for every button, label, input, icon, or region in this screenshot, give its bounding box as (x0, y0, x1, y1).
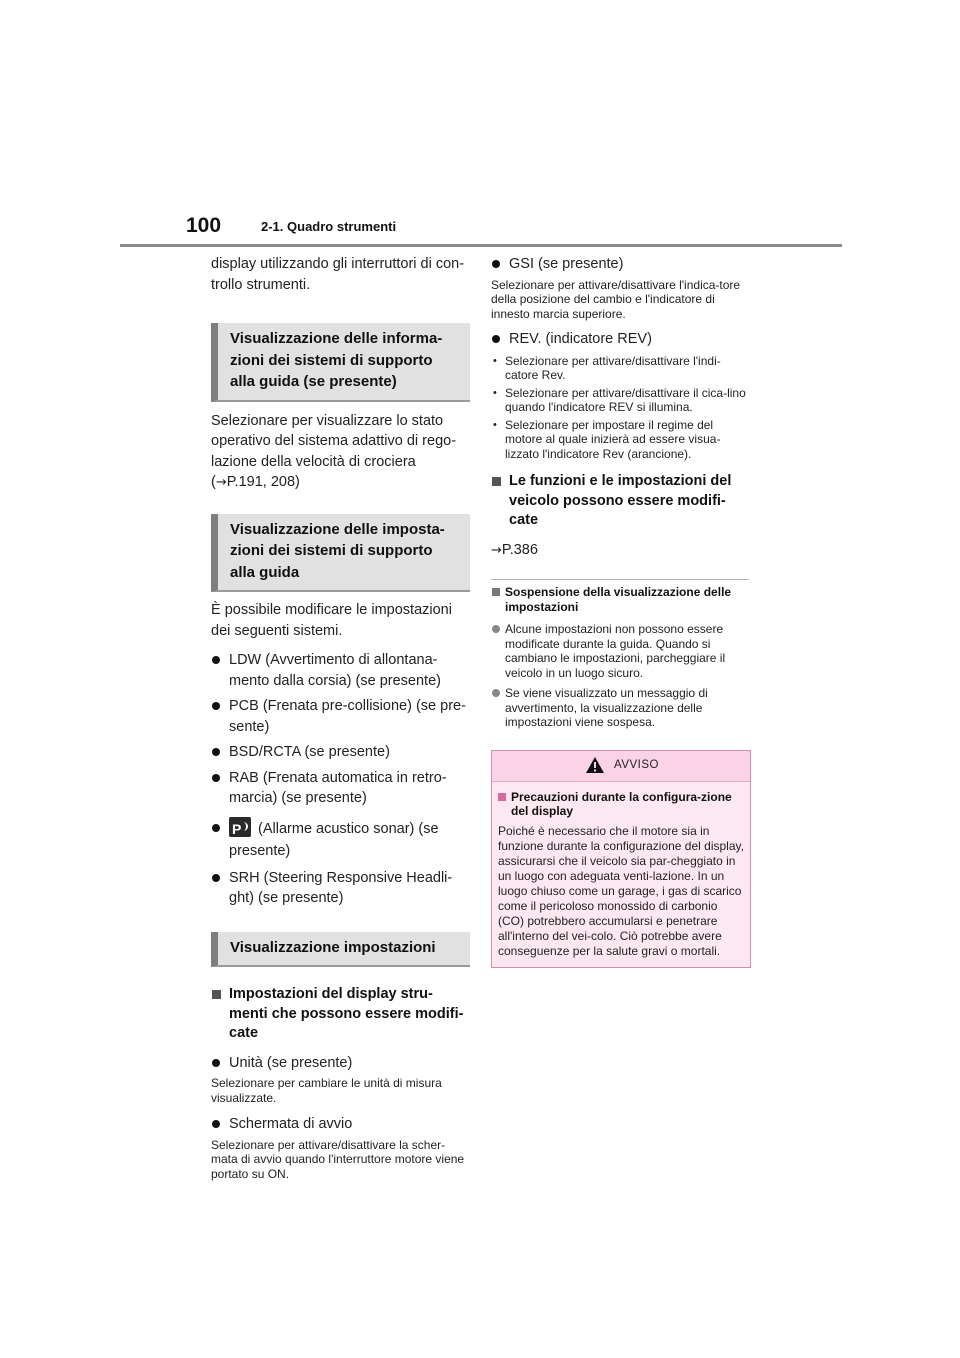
warning-text: Poiché è necessario che il motore sia in funzione durante la configurazione del display, assicurarsi che il veicolo sia par-cheggiato in un luogo con adeguata venti-lazione. In un luogo chiuso come un garage, i gas di scarico come il pericoloso monossido di carbonio (CO) potrebbero accumularsi e penetrare all'interno del vei-colo. Ciò potrebbe avere conseguenze per la salute gravi o mortali. (498, 823, 744, 958)
startup-description: Selezionare per attivare/disattivare la scher-mata di avvio quando l'interruttore motore viene portato su ON. (211, 1137, 465, 1181)
bullet-srh: SRH (Steering Responsive Headli-ght) (se presente) (229, 869, 453, 906)
gsi-description: Selezionare per attivare/disattivare l'indica-tore della posizione del cambio e l'indicatore di innesto marcia superiore. (491, 277, 741, 321)
list-item (211, 696, 471, 737)
note-warning-message: Se viene visualizzato un messaggio di avvertimento, la visualizzazione delle impostazioni viene sospesa. (505, 686, 708, 729)
bullet-dot-icon (212, 874, 220, 882)
driving-support-info-text (211, 411, 471, 494)
ref-arrow: → (215, 475, 227, 490)
list-item (491, 686, 753, 730)
warning-body (492, 782, 750, 967)
square-bullet-icon (492, 477, 501, 486)
list-item (211, 650, 471, 691)
list-item (491, 329, 753, 350)
list-item (211, 768, 471, 809)
bullet-rab: RAB (Frenata automatica in retro-marcia) (se presente) (229, 769, 447, 806)
bullet-dot-icon (212, 774, 220, 782)
rev-sub-list (491, 354, 753, 462)
list-item (211, 1114, 471, 1135)
bullet-bsd-rcta: BSD/RCTA (se presente) (229, 744, 390, 760)
square-bullet-icon (492, 588, 500, 596)
list-item (211, 742, 471, 763)
suspension-heading (491, 585, 753, 614)
bullet-units: Unità (se presente) (229, 1054, 353, 1071)
list-item: • Selezionare per impostare il regime del motore al quale inizierà ad essere visua-lizzato l'indicatore Rev (arancione). (491, 418, 753, 462)
bullet-dot-icon (492, 335, 500, 343)
settings-intro-text: È possibile modificare le impostazioni dei seguenti sistemi. (211, 602, 452, 639)
square-bullet-icon (212, 990, 221, 999)
right-column (491, 254, 753, 968)
circle-bullet-icon (492, 689, 500, 697)
subheading-vehicle-settings-text: Le funzioni e le impostazioni del veicolo possono essere modifi-cate (509, 473, 732, 528)
bullet-pcb: PCB (Frenata pre-collisione) (se pre-sente) (229, 698, 466, 735)
subheading-meter-settings (211, 985, 471, 1044)
bullet-dot-icon (212, 1120, 220, 1128)
circle-bullet-icon (492, 625, 500, 633)
warning-box (491, 750, 751, 968)
bullet-dot-icon (212, 702, 220, 710)
square-bullet-icon (498, 793, 506, 801)
bullet-ldw: LDW (Avvertimento di allontana-mento dalla corsia) (se presente) (229, 652, 441, 689)
heading-driving-support-info: Visualizzazione delle informa-zioni dei sistemi di supporto alla guida (se presente) (211, 323, 470, 402)
bullet-startup-screen: Schermata di avvio (229, 1116, 353, 1132)
heading-driving-support-settings: Visualizzazione delle imposta-zioni dei sistemi di supporto alla guida (211, 514, 470, 593)
intro-text: display utilizzando gli interruttori di con-trollo strumenti. (211, 256, 465, 293)
list-item (211, 1053, 471, 1074)
section-title: 2-1. Quadro strumenti (261, 219, 397, 234)
suspension-heading-text: Sospensione della visualizzazione delle impostazioni (505, 585, 732, 614)
left-column (211, 254, 471, 1181)
list-item (211, 868, 471, 909)
note-while-driving: Alcune impostazioni non possono essere modificate durante la guida. Quando si cambiano le impostazioni, parcheggiare il veicolo in un luogo sicuro. (505, 622, 726, 680)
warning-triangle-icon (585, 756, 605, 774)
subheading-vehicle-settings (491, 472, 753, 531)
list-item (211, 817, 471, 862)
header-rule (120, 244, 842, 247)
list-item: • Selezionare per attivare/disattivare l'indi-catore Rev. (491, 354, 753, 383)
sonar-icon (229, 817, 251, 837)
vehicle-settings-reference (491, 540, 753, 562)
page-number: 100 (186, 214, 222, 237)
page-reference: P.386 (501, 541, 538, 558)
bullet-dot-icon (212, 824, 220, 832)
subheading-meter-settings-text: Impostazioni del display stru-menti che possono essere modifi-cate (229, 986, 464, 1041)
warning-header (492, 751, 750, 782)
page-header (0, 0, 960, 260)
heading-display-settings: Visualizzazione impostazioni (211, 932, 470, 968)
warning-heading (498, 790, 744, 819)
bullet-dot-icon (212, 748, 220, 756)
bullet-rev: REV. (indicatore REV) (509, 331, 652, 347)
list-item: • Selezionare per attivare/disattivare il cica-lino quando l'indicatore REV si illumina. (491, 386, 753, 415)
bullet-dot-icon (492, 260, 500, 268)
ref-arrow: → (491, 542, 502, 558)
bullet-gsi: GSI (se presente) (509, 256, 624, 272)
bullet-sonar: (Allarme acustico sonar) (se presente) (229, 820, 439, 859)
bullet-dot-icon (212, 656, 220, 664)
bullet-dot-icon (212, 1059, 220, 1067)
warning-heading-text: Precauzioni durante la configura-zione del display (511, 789, 732, 818)
list-item (491, 254, 753, 275)
page-reference: P.191, 208) (226, 474, 300, 490)
warning-title: AVVISO (614, 758, 659, 771)
list-item (491, 622, 753, 680)
driving-support-info-desc: Selezionare per visualizzare lo stato operativo del sistema adattivo di rego-lazione della velocità di crociera ( (211, 412, 457, 490)
units-description: Selezionare per cambiare le unità di misura visualizzate. (211, 1076, 442, 1105)
